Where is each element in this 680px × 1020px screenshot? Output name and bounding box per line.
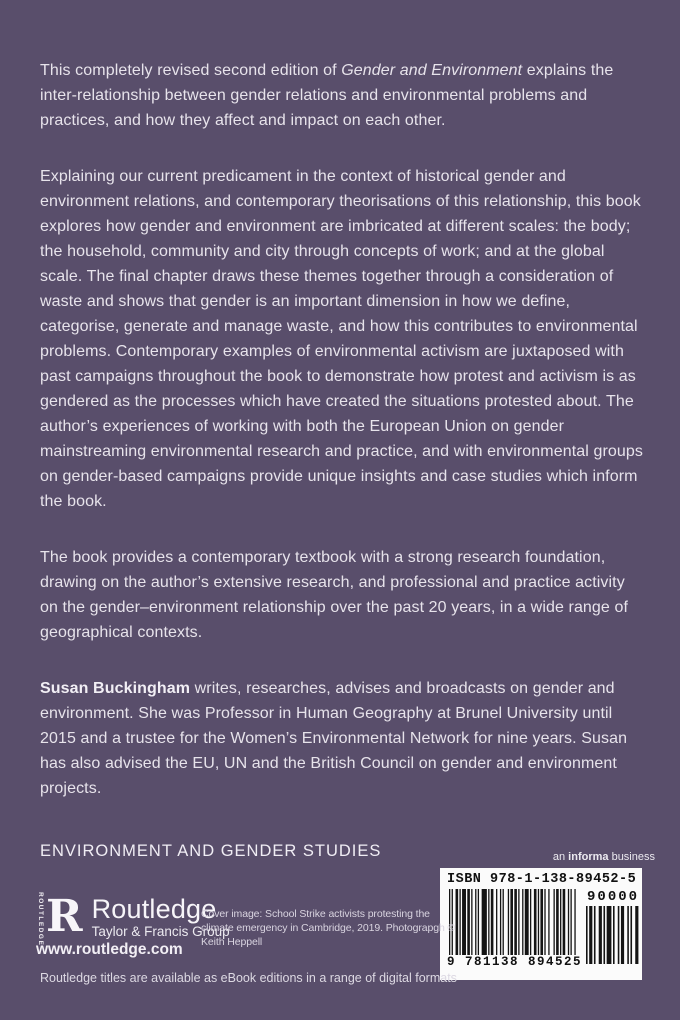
isbn-label: ISBN 978-1-138-89452-5 [447,872,637,887]
author-bio-paragraph [40,676,644,801]
routledge-r-icon: R [46,891,83,942]
barcode-body [447,889,640,969]
cover-image-credit: Cover image: School Strike activists protesting the climate emergency in Cambridge, 2019. Photograpgh © Keith Heppell [201,908,456,948]
back-cover-blurb [40,58,644,832]
barcode [440,868,642,980]
barcode-supplement-bars-icon [586,906,640,964]
blurb-paragraph-2: Explaining our current predicament in the context of historical gender and environment relations, and contemporary theorisations of this relationship, this book explores how gender and environment are imbricated at different scales: the body; the household, community and city through concepts of work; and at the global scale. The final chapter draws these themes together through a consideration of waste and shows that gender is an important dimension in how we define, categorise, generate and manage waste, and how this contributes to environmental problems. Contemporary examples of environmental activism are juxtaposed with past campaigns throughout the book to demonstrate how protest and activism is as gendered as the processes which have created the situations protested about. The author’s experiences of working with both the European Union on gender mainstreaming environmental research and practice, and with environmental groups on gender-based campaigns provide unique insights and case studies which inform the book. [40,168,643,510]
informa-post: business [608,851,655,863]
author-bio-text: writes, researches, advises and broadcasts on gender and environment. She was Professor in Human Geography at Brunel University until 2015 and a trustee for the Women’s Environmental Network for nine years. Susan has also advised the EU, UN and the British Council on gender and environment projects. [40,680,628,797]
blurb-paragraph-1 [40,58,644,133]
blurb-paragraph-1-pre: This completely revised second edition of [40,62,342,79]
book-title-italic: Gender and Environment [341,62,523,79]
informa-bold: informa [568,851,609,863]
informa-pre: an [552,851,569,863]
ebook-availability-note: Routledge titles are available as eBook editions in a range of digital formats [40,971,457,985]
blurb-paragraph-3: The book provides a contemporary textbook with a strong research foundation, drawing on the author’s extensive research, and professional and practice activity on the gender–environment relationship over the past 20 years, in a wide range of geographical contexts. [40,549,629,641]
author-name: Susan Buckingham [40,680,191,697]
barcode-bars-icon [449,889,577,955]
barcode-price-code: 90000 [587,889,640,905]
routledge-vertical-text: ROUTLEDGE [37,892,44,947]
barcode-digits: 9 781138 894525 [447,955,583,969]
barcode-supplement [586,889,640,964]
barcode-main [447,889,582,969]
informa-brand [553,851,655,863]
publisher-group: Taylor & Francis Group [91,924,230,939]
website-url: www.routledge.com [36,941,183,958]
blurb-paragraph-1-post: explains the inter-relationship between gender relations and environmental problems and practices, and how they affect and impact on each other. [40,62,614,129]
series-title: ENVIRONMENT AND GENDER STUDIES [40,842,382,860]
publisher-name: Routledge [91,894,217,924]
